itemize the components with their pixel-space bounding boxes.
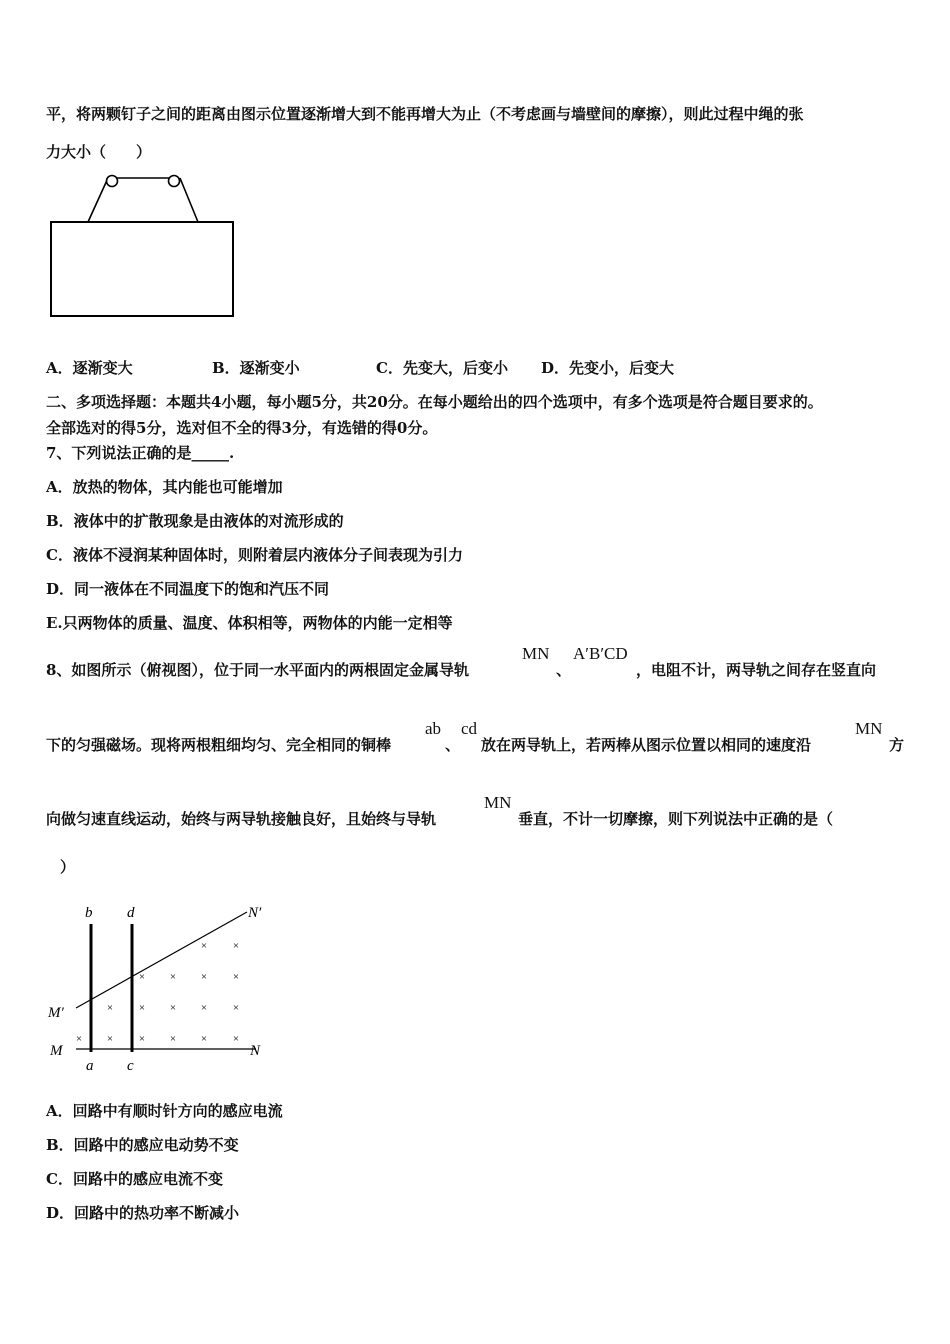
q8-math-mn-2: MN [855,719,883,738]
magnetic-field-crosses [76,940,239,1045]
q6-text-line2: 力大小（ ） [46,143,152,161]
q8-rail-figure [44,896,274,1076]
q8-option-d: D．回路中的热功率不断减小 [46,1204,240,1222]
label-c: c [127,1058,134,1074]
svg-text:×: × [232,1033,240,1045]
svg-text:×: × [106,1002,114,1014]
svg-text:×: × [232,1002,240,1014]
q6-option-a: A．逐渐变大 [46,359,133,377]
label-b: b [85,905,93,921]
q8-line3-a: 向做匀速直线运动，始终与两导轨接触良好，且始终与导轨 [46,810,437,828]
svg-text:×: × [200,971,208,983]
svg-text:×: × [75,1033,83,1045]
svg-text:×: × [138,1002,146,1014]
q8-sep-1: 、 [556,661,572,679]
label-a: a [86,1058,94,1074]
q8-sep-2: 、 [445,736,461,754]
svg-text:×: × [200,940,208,952]
label-m: M [50,1043,63,1059]
q7-option-e: E.只两物体的质量、温度、体积相等，两物体的内能一定相等 [46,614,453,632]
svg-text:×: × [138,1033,146,1045]
q7-option-c: C．液体不浸润某种固体时，则附着层内液体分子间表现为引力 [46,546,463,564]
q8-line2-a: 下的匀强磁场。现将两根粗细均匀、完全相同的铜棒 [46,736,392,754]
q8-line1-b: ，电阻不计，两导轨之间存在竖直向 [636,661,877,679]
q6-option-d: D．先变小，后变大 [541,359,675,377]
label-n-prime: N′ [248,905,262,921]
q6-text-line1: 平，将两颗钉子之间的距离由图示位置逐渐增大到不能再增大为止（不考虑画与墙壁间的摩擦），则此过程中绳的张 [46,105,804,123]
q8-option-b: B．回路中的感应电动势不变 [46,1136,239,1154]
q7-stem: 7、下列说法正确的是_____. [46,444,235,462]
svg-text:×: × [138,971,146,983]
svg-text:×: × [169,1002,177,1014]
q8-line1-a: 8、如图所示（俯视图），位于同一水平面内的两根固定金属导轨 [46,661,469,679]
picture-hanging-figure [48,170,238,322]
q8-line2-c: 方 [889,736,905,754]
label-n: N [250,1043,261,1059]
q8-math-mn-1: MN [522,644,550,663]
q8-line4: ） [60,858,76,876]
svg-text:×: × [169,971,177,983]
q6-option-b: B．逐渐变小 [212,359,300,377]
q8-option-c: C．回路中的感应电流不变 [46,1170,223,1188]
q8-line2-b: 放在两导轨上，若两棒从图示位置以相同的速度沿 [481,736,812,754]
label-d: d [127,905,135,921]
svg-text:×: × [232,940,240,952]
q8-option-a: A．回路中有顺时针方向的感应电流 [46,1102,283,1120]
q8-math-mn-3: MN [484,793,512,812]
q6-option-c: C．先变大，后变小 [376,359,508,377]
rail-mpnp [76,912,247,1008]
q8-math-cd: cd [461,719,478,738]
q7-option-d: D．同一液体在不同温度下的饱和汽压不同 [46,580,330,598]
label-m-prime: M′ [48,1005,64,1021]
q7-option-a: A．放热的物体，其内能也可能增加 [46,478,283,496]
svg-text:×: × [232,971,240,983]
q7-option-b: B．液体中的扩散现象是由液体的对流形成的 [46,512,344,530]
svg-text:×: × [200,1002,208,1014]
section2-line1: 二、多项选择题：本题共4小题，每小题5分，共20分。在每小题给出的四个选项中，有多个选项是符合题目要求的。 [46,393,823,411]
svg-text:×: × [106,1033,114,1045]
q8-math-ab: ab [425,719,442,738]
q8-line3-b: 垂直，不计一切摩擦，则下列说法中正确的是（ [518,810,834,828]
section2-line2: 全部选对的得5分，选对但不全的得3分，有选错的得0分。 [46,419,438,437]
svg-text:×: × [169,1033,177,1045]
svg-text:×: × [200,1033,208,1045]
q8-math-abcd: A′B′CD [573,644,628,663]
